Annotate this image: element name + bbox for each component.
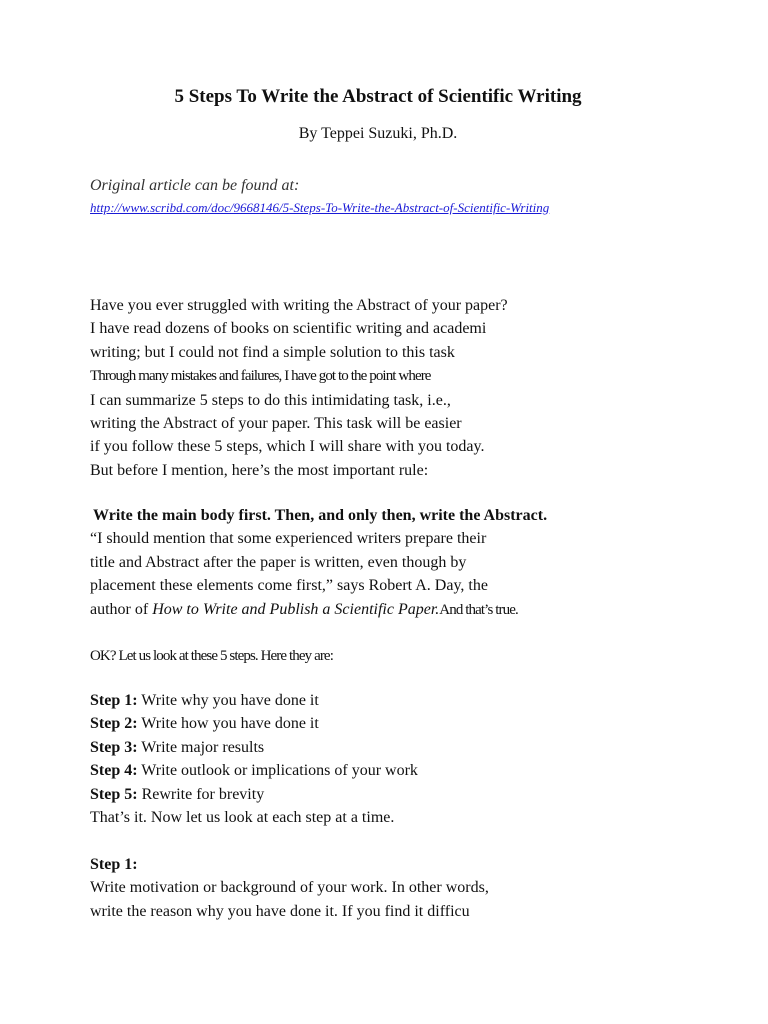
intro-line: Have you ever struggled with writing the Abstract of your paper? bbox=[90, 297, 508, 314]
step-label: Step 2: bbox=[90, 715, 138, 733]
ok-line: OK? Let us look at these 5 steps. Here they are: bbox=[90, 648, 333, 664]
quote-line: “I should mention that some experienced writers prepare their bbox=[90, 530, 487, 548]
steps-closing: That’s it. Now let us look at each step at a time. bbox=[90, 809, 395, 827]
step1-line: Write motivation or background of your work. In other words, bbox=[90, 879, 489, 897]
author-byline: By Teppei Suzuki, Ph.D. bbox=[298, 125, 458, 142]
step-text: Write outlook or implications of your work bbox=[137, 762, 418, 780]
original-article-link[interactable]: http://www.scribd.com/doc/9668146/5-Steps-To-Write-the-Abstract-of-Scientific-Writing bbox=[90, 200, 550, 215]
step-item bbox=[90, 712, 418, 735]
step-item bbox=[90, 759, 418, 782]
intro-line: Through many mistakes and failures, I have got to the point where bbox=[90, 368, 431, 385]
step-label: Step 1: bbox=[90, 692, 138, 709]
ok-paragraph bbox=[90, 644, 333, 668]
step-text: Write major results bbox=[137, 738, 265, 756]
intro-line: I have read dozens of books on scientific writing and academi bbox=[90, 320, 487, 338]
intro-line: if you follow these 5 steps, which I will share with you today. bbox=[90, 438, 485, 456]
intro-paragraph bbox=[90, 294, 508, 482]
step-text: Write how you have done it bbox=[137, 715, 319, 733]
intro-line: writing; but I could not find a simple solution to this task bbox=[90, 343, 455, 361]
step-item bbox=[90, 736, 418, 759]
step-item bbox=[90, 689, 418, 712]
step1-heading: Step 1: bbox=[90, 856, 138, 873]
book-title: How to Write and Publish a Scientific Paper. bbox=[152, 600, 440, 618]
step1-line: write the reason why you have done it. If you find it difficu bbox=[90, 902, 470, 920]
intro-line: I can summarize 5 steps to do this intimidating task, i.e., bbox=[90, 391, 451, 409]
document-title: 5 Steps To Write the Abstract of Scientific Writing bbox=[174, 86, 582, 107]
step-label: Step 3: bbox=[90, 738, 138, 756]
intro-line: But before I mention, here’s the most important rule: bbox=[90, 461, 429, 479]
step-text: Rewrite for brevity bbox=[137, 785, 265, 803]
rule-heading: Write the main body first. Then, and only then, write the Abstract. bbox=[93, 507, 548, 524]
step-item bbox=[90, 783, 418, 806]
steps-list bbox=[90, 689, 418, 829]
step-label: Step 5: bbox=[90, 785, 138, 803]
intro-line: writing the Abstract of your paper. This task will be easier bbox=[90, 415, 462, 433]
quote-line bbox=[90, 598, 547, 622]
quote-line: title and Abstract after the paper is written, even though by bbox=[90, 553, 467, 571]
original-article-label: Original article can be found at: bbox=[90, 177, 300, 194]
quote-line: placement these elements come first,” says Robert A. Day, the bbox=[90, 577, 488, 595]
quote-prefix: author of bbox=[90, 600, 153, 618]
quote-suffix: And that’s true. bbox=[439, 601, 518, 618]
step1-section bbox=[90, 853, 489, 923]
step-text: Write why you have done it bbox=[137, 692, 319, 709]
step-label: Step 4: bbox=[90, 762, 138, 780]
rule-paragraph bbox=[90, 504, 547, 622]
